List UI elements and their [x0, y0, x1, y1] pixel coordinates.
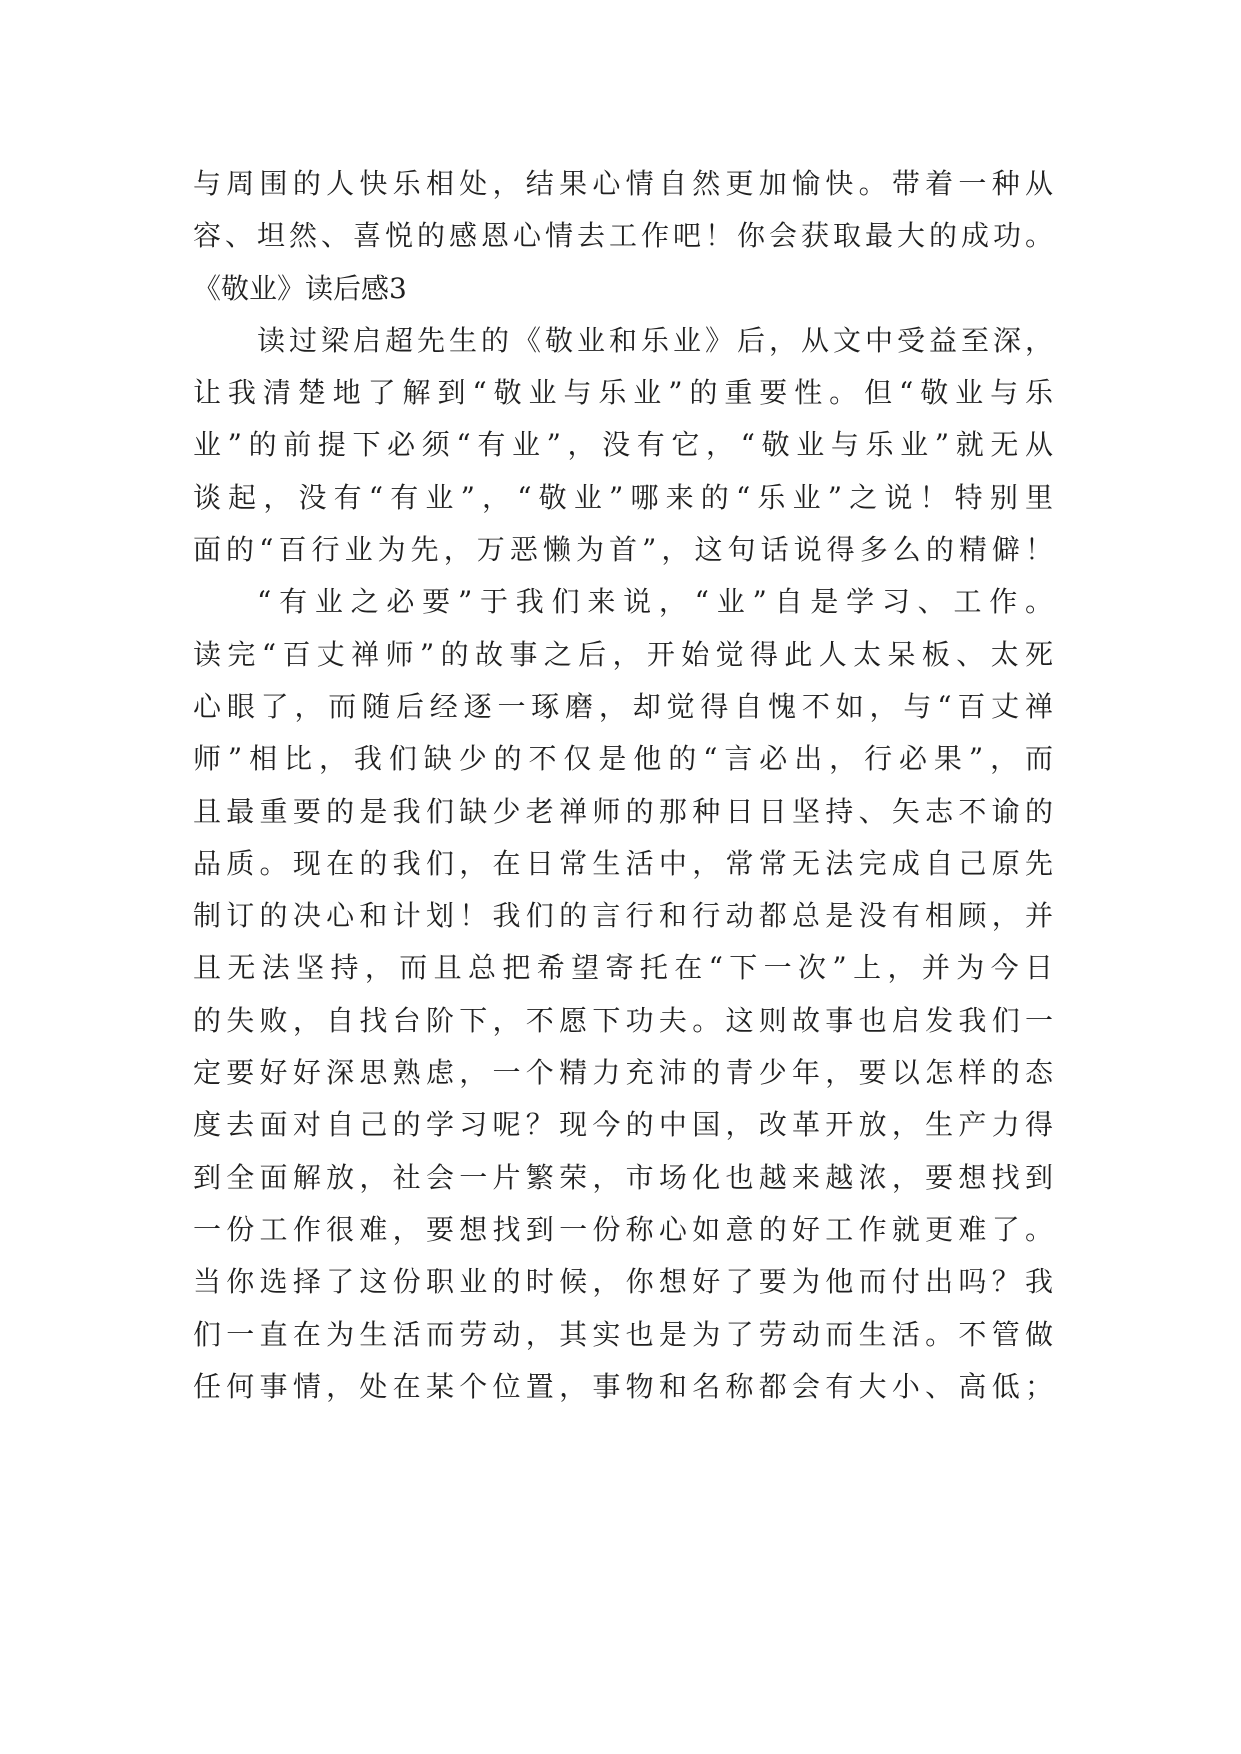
text-line: 读完“百丈禅师”的故事之后，开始觉得此人太呆板、太死 — [193, 637, 1053, 671]
text-line: 的失败，自找台阶下，不愿下功夫。这则故事也启发我们一 — [193, 1003, 1053, 1037]
text-line: 容、坦然、喜悦的感恩心情去工作吧！你会获取最大的成功。 — [193, 219, 1053, 253]
text-line: 到全面解放，社会一片繁荣，市场化也越来越浓，要想找到 — [193, 1160, 1053, 1194]
text-line: 一份工作很难，要想找到一份称心如意的好工作就更难了。 — [193, 1212, 1053, 1246]
text-line: 与周围的人快乐相处，结果心情自然更加愉快。带着一种从 — [193, 167, 1053, 200]
text-line: 谈起，没有“有业”，“敬业”哪来的“乐业”之说！特别里 — [193, 480, 1053, 514]
text-line: 们一直在为生活而劳动，其实也是为了劳动而生活。不管做 — [193, 1317, 1053, 1351]
text-line: 且无法坚持，而且总把希望寄托在“下一次”上，并为今日 — [193, 951, 1053, 985]
document-body — [193, 158, 1053, 1413]
text-line: 任何事情，处在某个位置，事物和名称都会有大小、高低； — [193, 1369, 1053, 1403]
paragraph-first-line: 读过梁启超先生的《敬业和乐业》后，从文中受益至深， — [257, 323, 1053, 357]
text-line: 让我清楚地了解到“敬业与乐业”的重要性。但“敬业与乐 — [193, 376, 1053, 410]
text-line: 面的“百行业为先，万恶懒为首”，这句话说得多么的精僻！ — [193, 533, 1053, 567]
text-line: 师”相比，我们缺少的不仅是他的“言必出，行必果”，而 — [193, 742, 1053, 776]
text-line: 度去面对自己的学习呢？现今的中国，改革开放，生产力得 — [193, 1108, 1053, 1142]
text-line: 定要好好深思熟虑，一个精力充沛的青少年，要以怎样的态 — [193, 1056, 1053, 1090]
text-line: 品质。现在的我们，在日常生活中，常常无法完成自己原先 — [193, 846, 1053, 880]
text-line: 当你选择了这份职业的时候，你想好了要为他而付出吗？我 — [193, 1265, 1053, 1299]
paragraph-first-line: “有业之必要”于我们来说，“业”自是学习、工作。 — [257, 585, 1053, 619]
text-line: 心眼了，而随后经逐一琢磨，却觉得自愧不如，与“百丈禅 — [193, 689, 1053, 723]
section-heading: 《敬业》读后感3 — [193, 271, 407, 305]
text-line: 且最重要的是我们缺少老禅师的那种日日坚持、矢志不谕的 — [193, 794, 1053, 828]
text-line: 制订的决心和计划！我们的言行和行动都总是没有相顾，并 — [193, 899, 1053, 933]
text-line: 业”的前提下必须“有业”，没有它，“敬业与乐业”就无从 — [193, 428, 1053, 462]
